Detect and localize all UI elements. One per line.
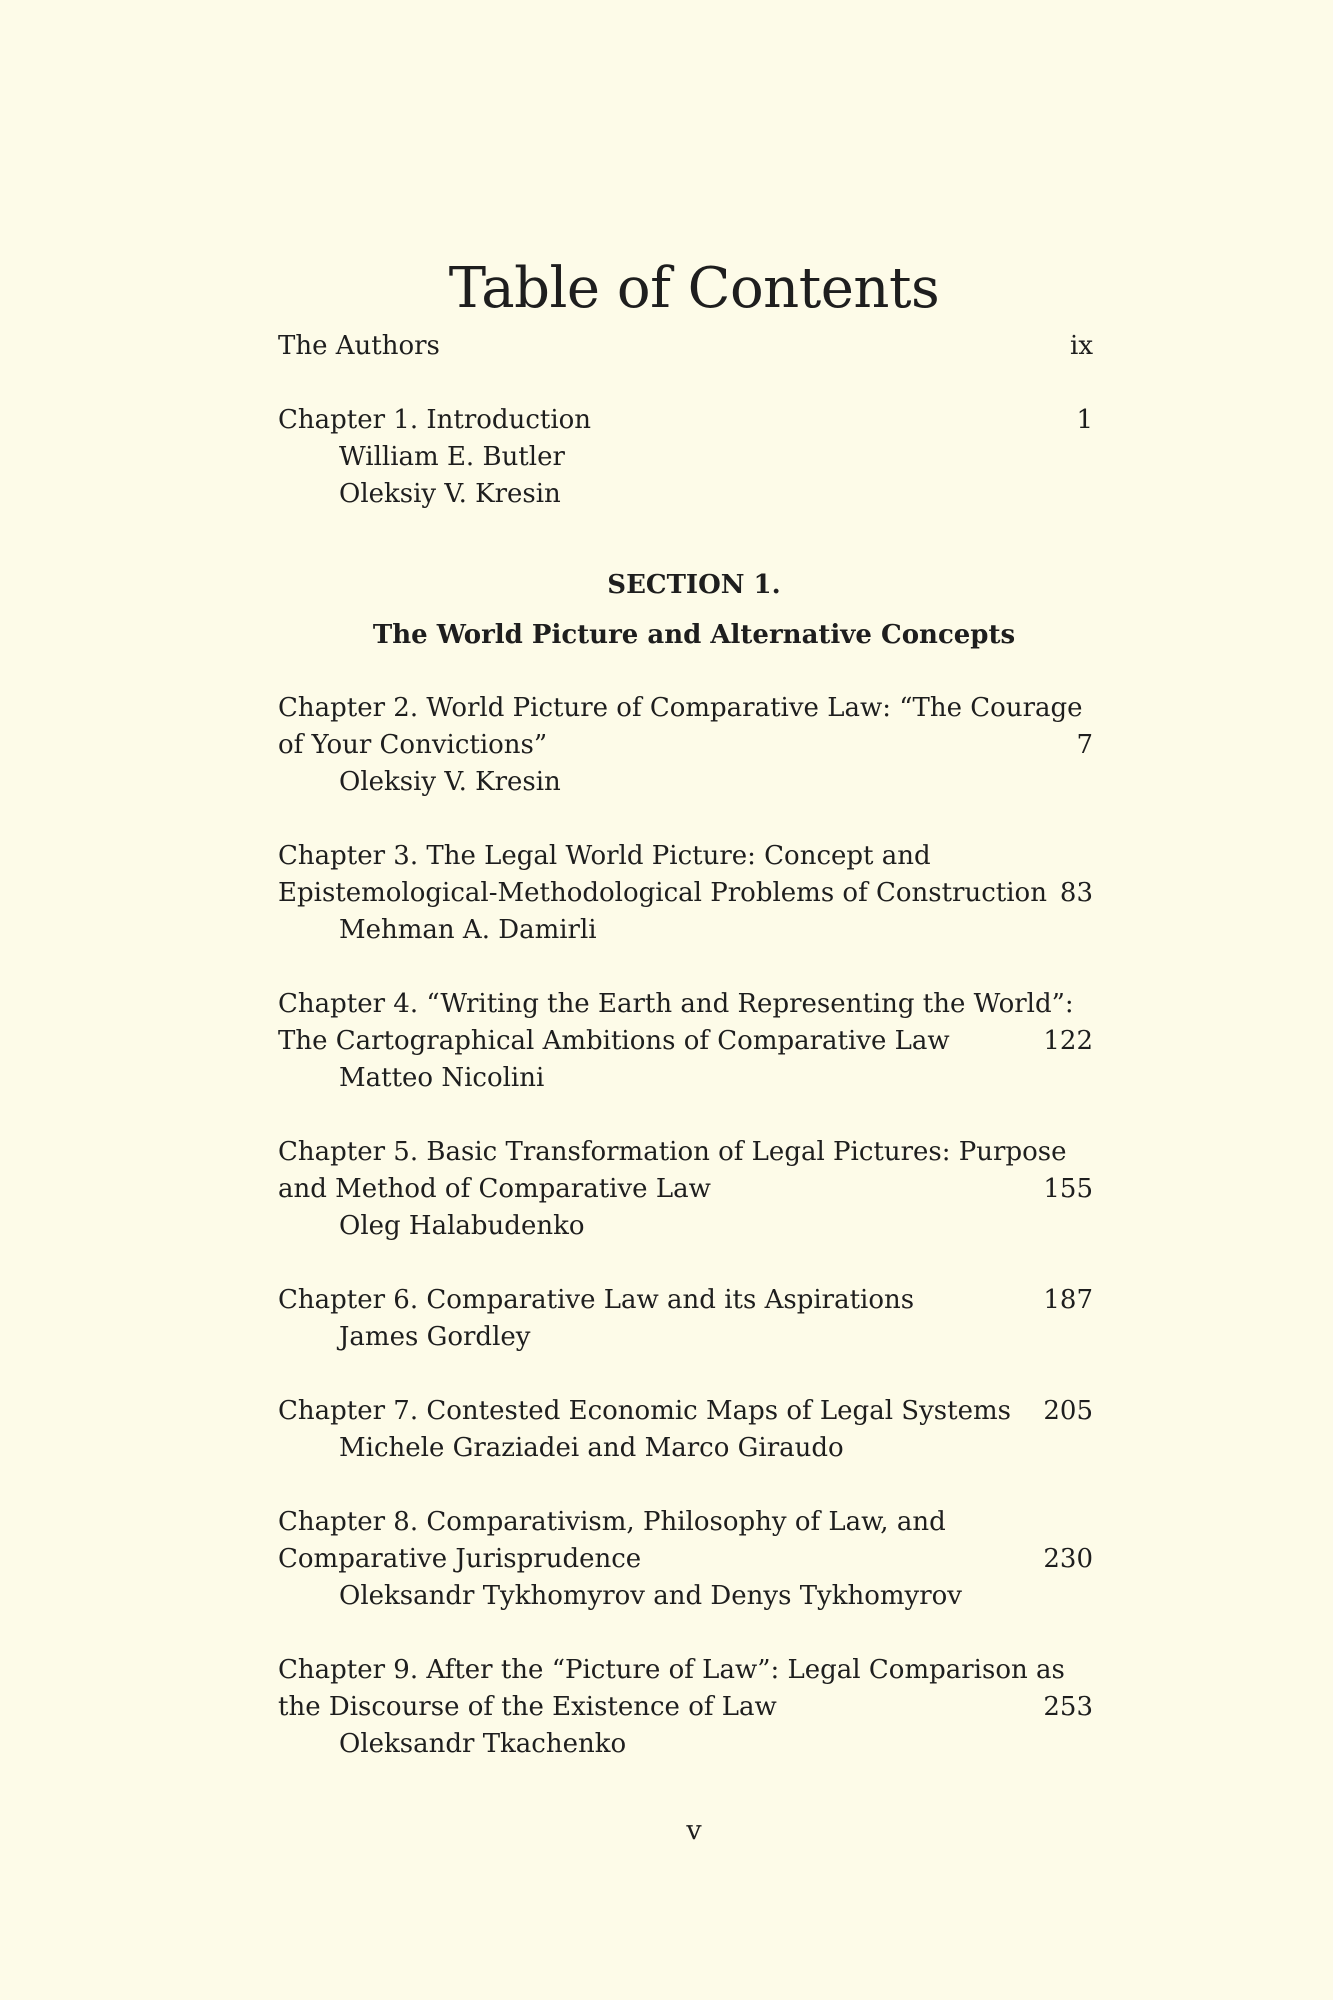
toc-chapter-title-line: Chapter 6. Comparative Law and its Aspirations [278,1285,915,1315]
toc-entry-chapter-8 [278,1504,1093,1615]
toc-chapter-author: William E. Butler [339,442,565,472]
toc-chapter-title-line: Chapter 7. Contested Economic Maps of Legal Systems [278,1396,1011,1426]
toc-page-number: 230 [1043,1544,1093,1574]
page-folio-number: v [686,1815,702,1846]
toc-entry-chapter-3 [278,838,1093,949]
section-title: The World Picture and Alternative Concepts [372,620,1016,650]
toc-page-number: 155 [1043,1174,1093,1204]
toc-entry-chapter-4 [278,986,1093,1097]
toc-entry-chapter-1 [278,402,1093,513]
toc-page-number: 1 [1076,405,1093,435]
section-number: SECTION 1. [607,570,781,600]
toc-chapter-title-line: and Method of Comparative Law [278,1174,711,1204]
toc-chapter-author: Matteo Nicolini [339,1063,545,1093]
toc-page-number: 253 [1043,1692,1093,1722]
toc-page-number: 122 [1043,1026,1093,1056]
toc-chapter-title-line: Chapter 1. Introduction [278,405,592,435]
toc-chapter-author: James Gordley [339,1322,531,1352]
toc-chapter-title-line: Chapter 2. World Picture of Comparative Law: “The Courage [278,693,1083,723]
toc-entry-the-authors [278,328,1093,365]
toc-entry-chapter-5 [278,1134,1093,1245]
toc-chapter-author: Oleksiy V. Kresin [339,767,561,797]
toc-chapter-author: Oleg Halabudenko [339,1211,585,1241]
toc-page-number: ix [1070,331,1093,361]
toc-chapter-author: Oleksandr Tykhomyrov and Denys Tykhomyrov [339,1581,962,1611]
toc-chapter-title-line: Comparative Jurisprudence [278,1544,642,1574]
toc-chapter-title-line: Chapter 5. Basic Transformation of Legal Pictures: Purpose [278,1137,1067,1167]
toc-entry-chapter-9 [278,1652,1093,1763]
toc-chapter-title-line: The Cartographical Ambitions of Comparative Law [278,1026,950,1056]
toc-chapter-author: Oleksiy V. Kresin [339,479,561,509]
toc-page-number: 187 [1043,1285,1093,1315]
toc-chapter-title-line: Chapter 9. After the “Picture of Law”: Legal Comparison as [278,1655,1065,1685]
toc-chapter-title-line: the Discourse of the Existence of Law [278,1692,777,1722]
toc-page-number: 83 [1059,878,1093,908]
toc-chapter-author: Mehman A. Damirli [339,915,597,945]
toc-chapter-title-line: Chapter 4. “Writing the Earth and Representing the World”: [278,989,1074,1019]
toc-chapter-author: Oleksandr Tkachenko [339,1729,627,1759]
toc-chapter-title-line: Chapter 8. Comparativism, Philosophy of Law, and [278,1507,946,1537]
toc-chapter-title-line: of Your Convictions” [278,730,548,760]
toc-chapter-title-line: Chapter 3. The Legal World Picture: Concept and [278,841,931,871]
toc-page-number: 205 [1043,1396,1093,1426]
toc-entry-chapter-7 [278,1393,1093,1467]
toc-entry-title: The Authors [278,331,440,361]
toc-entry-chapter-6 [278,1282,1093,1356]
toc-chapter-author: Michele Graziadei and Marco Giraudo [339,1433,844,1463]
toc-page-number: 7 [1076,730,1093,760]
toc-chapter-title-line: Epistemological-Methodological Problems of Construction [278,878,1047,908]
page-title: Table of Contents [448,255,940,321]
toc-entry-chapter-2 [278,690,1093,801]
